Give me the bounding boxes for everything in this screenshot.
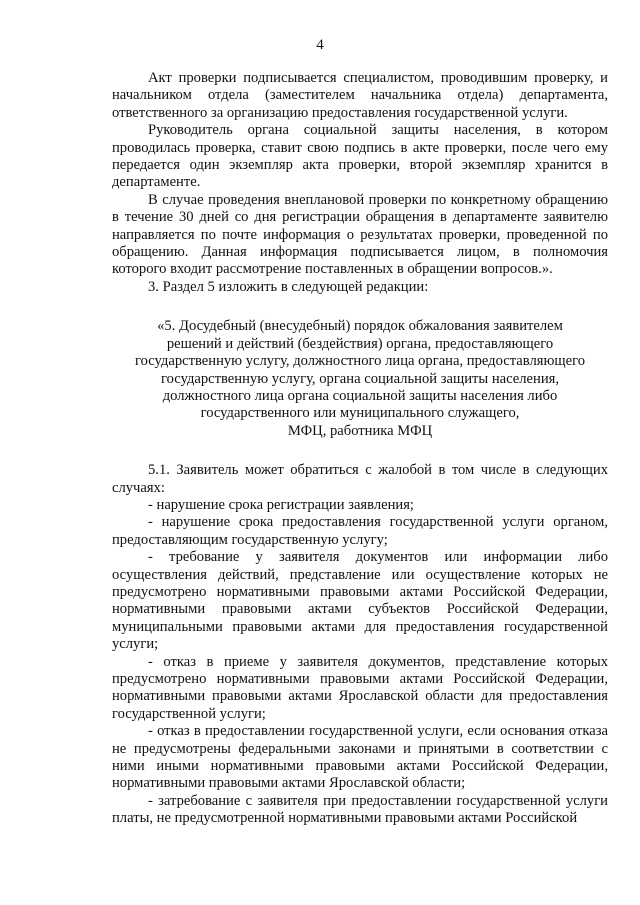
paragraph: 5.1. Заявитель может обратиться с жалобой в том числе в следующих случаях: xyxy=(112,462,608,496)
section-heading xyxy=(112,318,608,440)
list-item: - требование у заявителя документов или информации либо осуществления действий, представление или осуществление которых не предусмотрено нормативными правовыми актами Российской Федерации, нормативными правовыми актами субъектов Российской Федерации, муниципальными правовыми актами для предоставления государственной услуги; xyxy=(112,549,608,653)
list-item: - нарушение срока регистрации заявления; xyxy=(148,496,414,513)
list-item: - нарушение срока предоставления государственной услуги органом, предоставляющим государственную услугу; xyxy=(112,514,608,548)
paragraph: В случае проведения внеплановой проверки по конкретному обращению в течение 30 дней со дня регистрации обращения в департаменте заявителю направляется по почте информация о результатах проверки, проведенной по обращению. Данная информация подписывается лицом, в полномочия которого входит рассмотрение поставленных в обращении вопросов.». xyxy=(112,191,608,278)
heading-line: государственную услугу, органа социальной защиты населения, xyxy=(161,370,559,387)
page-number: 4 xyxy=(316,37,324,53)
heading-line: МФЦ, работника МФЦ xyxy=(287,422,433,439)
paragraph: Руководитель органа социальной защиты населения, в котором проводилась проверка, ставит свою подпись в акте проверки, после чего ему передается один экземпляр акта проверки, второй экземпляр хранится в департаменте. xyxy=(112,122,608,191)
heading-line: государственного или муниципального служащего, xyxy=(200,405,520,422)
heading-line: решений и действий (бездействия) органа, предоставляющего xyxy=(166,335,554,352)
paragraph: 3. Раздел 5 изложить в следующей редакции: xyxy=(148,278,429,295)
heading-line: должностного лица органа социальной защиты населения либо xyxy=(162,387,558,404)
list-item: - затребование с заявителя при предоставлении государственной услуги платы, не предусмотренной нормативными правовыми актами Российской xyxy=(112,792,608,827)
paragraph: Акт проверки подписывается специалистом, проводившим проверку, и начальником отдела (заместителем начальника отдела) департамента, ответственного за организацию предоставления государственной услуги. xyxy=(112,70,608,121)
heading-line: «5. Досудебный (внесудебный) порядок обжалования заявителем xyxy=(157,318,563,335)
list-item: - отказ в приеме у заявителя документов, представление которых предусмотрено нормативными правовыми актами Российской Федерации, нормативными правовыми актами Ярославской области для предоставления государственной услуги; xyxy=(112,653,608,722)
document-body xyxy=(112,70,608,828)
heading-line: государственную услугу, должностного лица органа, предоставляющего xyxy=(134,353,585,370)
list-item: - отказ в предоставлении государственной услуги, если основания отказа не предусмотрены федеральными законами и принятыми в соответствии с ними иными нормативными правовыми актами Российской Федерации, нормативными правовыми актами Ярославской области; xyxy=(112,723,608,792)
